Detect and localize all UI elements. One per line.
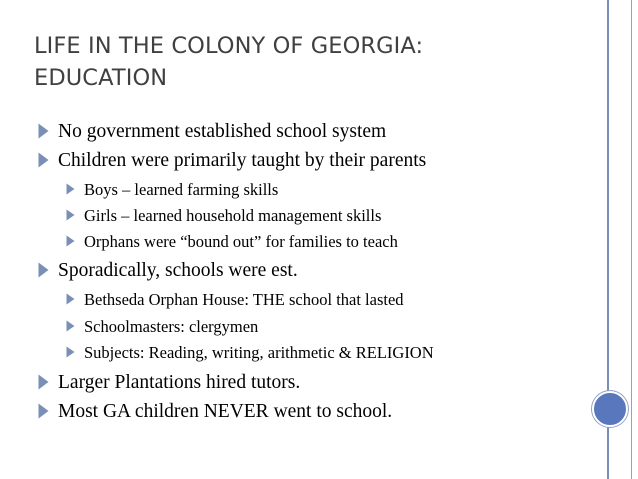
bullet-arrow-icon <box>67 210 75 221</box>
bullet-arrow-icon <box>67 236 75 247</box>
bullet-arrow-icon <box>39 124 49 139</box>
decorative-circle <box>592 391 628 427</box>
bullet-arrow-icon <box>39 375 49 390</box>
slide-title <box>34 30 574 94</box>
bullet-arrow-icon <box>39 263 49 278</box>
sub-bullet-text: Girls – learned household management skills <box>84 206 382 225</box>
title-line-2: EDUCATION <box>34 65 168 91</box>
sub-bullet-text: Boys – learned farming skills <box>84 180 279 199</box>
bullet-text: Most GA children NEVER went to school. <box>58 401 393 422</box>
bullet-text: Sporadically, schools were est. <box>58 260 298 281</box>
sub-bullet-text: Orphans were “bound out” for families to teach <box>84 232 398 251</box>
bullet-arrow-icon <box>39 404 49 419</box>
sub-bullet-text: Schoolmasters: clergymen <box>84 317 259 336</box>
bullet-text: Larger Plantations hired tutors. <box>58 372 301 393</box>
bullet-text: Children were primarily taught by their parents <box>58 150 427 171</box>
title-line-1: LIFE IN THE COLONY OF GEORGIA: <box>34 33 424 59</box>
sub-bullet-text: Subjects: Reading, writing, arithmetic & RELIGION <box>84 343 434 362</box>
bullet-arrow-icon <box>39 153 49 168</box>
decorative-vertical-line-thin <box>631 0 632 479</box>
bullet-arrow-icon <box>67 184 75 195</box>
bullet-arrow-icon <box>67 347 75 358</box>
bullet-text: No government established school system <box>58 121 387 142</box>
bullet-arrow-icon <box>67 294 75 305</box>
sub-bullet-text: Bethseda Orphan House: THE school that lasted <box>84 290 404 309</box>
bullet-arrow-icon <box>67 321 75 332</box>
